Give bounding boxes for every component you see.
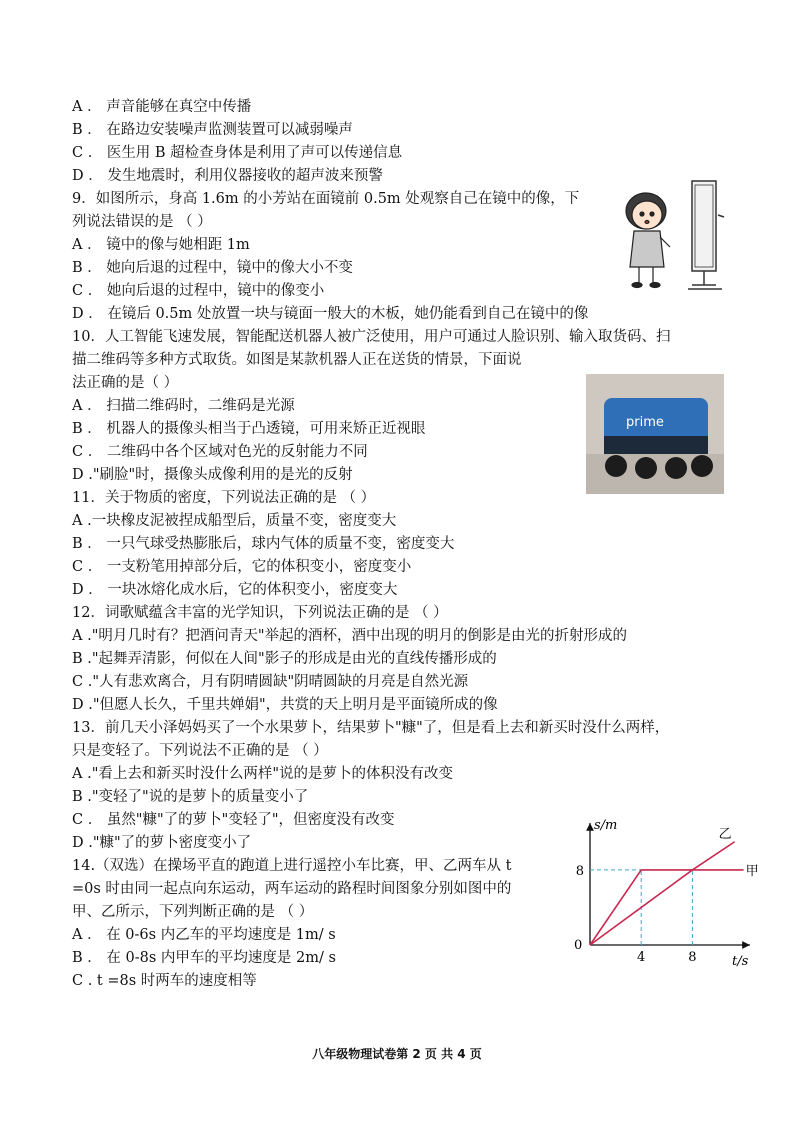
text-line: 法正确的是（ ） xyxy=(72,375,179,391)
text-line: D ."刷脸"时，摄像头成像利用的是光的反射 xyxy=(72,467,353,483)
text-line: D ． 一块冰熔化成水后，它的体积变小，密度变大 xyxy=(72,582,398,598)
text-line: C ."人有悲欢离合，月有阴晴圆缺"阴晴圆缺的月亮是自然光源 xyxy=(72,674,469,690)
y-axis-label: s/m xyxy=(594,818,618,833)
series-label-jia: 甲 xyxy=(745,863,759,879)
text-line: 描二维码等多种方式取货。如图是某款机器人正在送货的情景，下面说 xyxy=(72,352,522,368)
x-tick-label: 4 xyxy=(637,950,646,965)
text-line: D ."但愿人长久，千里共婵娟"，共赏的天上明月是平面镜所成的像 xyxy=(72,697,498,713)
y-tick-label: 8 xyxy=(575,863,584,879)
text-line: C ． 医生用 B 超检查身体是利用了声可以传递信息 xyxy=(72,145,403,161)
text-line: 甲、乙所示，下列判断正确的是 （ ） xyxy=(72,904,314,920)
girl-mirror-figure xyxy=(622,175,734,300)
text-line: 14.（双选）在操场平直的跑道上进行遥控小车比赛，甲、乙两车从 t xyxy=(72,858,512,874)
x-tick-label: 8 xyxy=(688,950,697,965)
page-footer: 八年级物理试卷第 2 页 共 4 页 xyxy=(312,1047,482,1061)
text-line: D ."糠"了的萝卜密度变小了 xyxy=(72,835,252,851)
prime-logo: prime xyxy=(626,415,664,430)
text-line: =0s 时由同一起点向东运动，两车运动的路程时间图象分别如图中的 xyxy=(72,881,512,897)
girl-icon xyxy=(626,193,670,288)
text-line: C ． 她向后退的过程中，镜中的像变小 xyxy=(72,283,325,299)
series-line-0 xyxy=(590,870,744,945)
text-line: C ． 虽然"糠"了的萝卜"变轻了"，但密度没有改变 xyxy=(72,812,395,828)
text-line: 9．如图所示，身高 1.6m 的小芳站在面镜前 0.5m 处观察自己在镜中的像，下 xyxy=(72,191,580,207)
text-line: 列说法错误的是 （ ） xyxy=(72,214,212,230)
text-line: D ． 发生地震时，利用仪器接收的超声波来预警 xyxy=(72,168,383,184)
text-line: 只是变轻了。下列说法不正确的是 （ ） xyxy=(72,743,328,759)
text-line: D ． 在镜后 0.5m 处放置一块与镜面一般大的木板，她仍能看到自己在镜中的像 xyxy=(72,306,589,322)
text-line: A ． 扫描二维码时，二维码是光源 xyxy=(72,398,295,414)
text-line: A .一块橡皮泥被捏成船型后，质量不变，密度变大 xyxy=(72,513,397,529)
text-line: B ． 机器人的摄像头相当于凸透镜，可用来矫正近视眼 xyxy=(72,421,426,437)
text-line: 12．词歌赋蕴含丰富的光学知识，下列说法正确的是 （ ） xyxy=(72,605,448,621)
mirror-icon xyxy=(688,181,724,289)
series-line-1 xyxy=(590,842,735,945)
text-line: A ."明月几时有？把酒问青天"举起的酒杯，酒中出现的明月的倒影是由光的折射形成的 xyxy=(72,628,628,644)
text-line: B ."起舞弄清影，何似在人间"影子的形成是由光的直线传播形成的 xyxy=(72,651,497,667)
text-line: 10．人工智能飞速发展，智能配送机器人被广泛使用，用户可通过人脸识别、输入取货码、扫 xyxy=(72,329,671,345)
text-line: B ． 在路边安装噪声监测装置可以减弱噪声 xyxy=(72,122,353,138)
text-line: A ."看上去和新买时没什么两样"说的是萝卜的体积没有改变 xyxy=(72,766,454,782)
x-axis-label: t/s xyxy=(732,954,749,969)
st-graph-chart xyxy=(560,815,760,975)
text-line: B ． 在 0-8s 内甲车的平均速度是 2m/ s xyxy=(72,950,336,966)
series-label-yi: 乙 xyxy=(718,826,732,842)
text-line: C . t =8s 时两车的速度相等 xyxy=(72,973,257,989)
robot-photo xyxy=(586,374,724,494)
text-line: A ． 在 0-6s 内乙车的平均速度是 1m/ s xyxy=(72,927,336,943)
text-line: B ． 她向后退的过程中，镜中的像大小不变 xyxy=(72,260,353,276)
text-line: A ． 声音能够在真空中传播 xyxy=(72,99,252,115)
text-line: C ． 一支粉笔用掉部分后，它的体积变小，密度变小 xyxy=(72,559,412,575)
text-line: A ． 镜中的像与她相距 1m xyxy=(72,237,250,253)
text-line: B ."变轻了"说的是萝卜的质量变小了 xyxy=(72,789,309,805)
text-line: C ． 二维码中各个区域对色光的反射能力不同 xyxy=(72,444,368,460)
text-line: B ． 一只气球受热膨胀后，球内气体的质量不变，密度变大 xyxy=(72,536,455,552)
text-line: 13．前几天小泽妈妈买了一个水果萝卜，结果萝卜"糠"了，但是看上去和新买时没什么两样， xyxy=(72,720,670,736)
text-line: 11．关于物质的密度，下列说法正确的是 （ ） xyxy=(72,490,376,506)
origin-label: 0 xyxy=(574,938,583,953)
